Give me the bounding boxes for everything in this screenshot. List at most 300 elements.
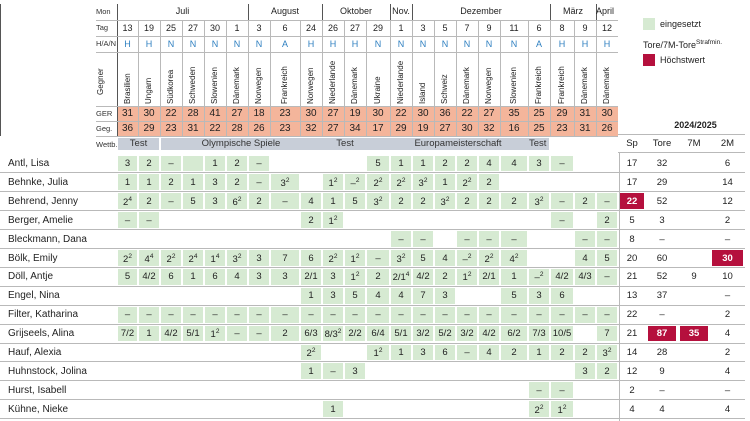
summary-value: 21 (626, 328, 638, 340)
value-main: – (124, 214, 131, 226)
summary-value: 2 (629, 384, 635, 396)
game-stat (301, 367, 321, 377)
game-stat (118, 329, 137, 339)
game-stat (227, 310, 247, 320)
value-main: 1 (124, 176, 131, 188)
score-opponent: 32 (483, 123, 495, 134)
game-stat (529, 329, 549, 339)
value-superscript: 2 (539, 195, 544, 203)
game-stat (529, 159, 549, 169)
value-main: 2 (534, 404, 540, 416)
opponent-name: Schweiz (440, 74, 449, 104)
score-opponent: 28 (231, 123, 243, 134)
player-name: Antl, Lisa (8, 158, 50, 169)
game-day: 6 (282, 23, 288, 33)
column-line (344, 20, 345, 136)
score-opponent: 27 (439, 123, 451, 134)
game-stat (161, 329, 181, 339)
value-main: 7/2 (120, 328, 135, 340)
game-stat (118, 178, 137, 188)
header-row-line (96, 136, 618, 137)
score-opponent: 16 (508, 123, 520, 134)
game-stat (139, 216, 159, 226)
value-main: 3 (212, 176, 218, 188)
value-main: 1 (462, 272, 468, 284)
value-main: – (462, 253, 468, 265)
game-stat (435, 329, 455, 339)
summary-header: 2M (720, 138, 735, 149)
column-line (390, 20, 391, 136)
value-main: 6 (232, 196, 238, 208)
player-name: Bleckmann, Dana (8, 233, 87, 245)
opponent-name: Island (418, 82, 427, 104)
game-stat (529, 310, 549, 320)
game-stat (597, 235, 617, 245)
game-stat (479, 272, 499, 282)
value-main: – (464, 347, 470, 358)
value-main: 1 (146, 176, 152, 188)
value-main: 2 (146, 195, 152, 207)
game-stat (457, 310, 477, 320)
month-label: März (563, 6, 583, 16)
value-main: 1 (328, 215, 334, 227)
value-superscript: 2 (285, 176, 290, 184)
player-name: Behrend, Jenny (8, 195, 79, 207)
game-stat (575, 197, 595, 207)
value-main: 5 (511, 290, 517, 302)
game-venue: N (397, 39, 405, 49)
game-stat (479, 178, 499, 188)
game-stat (479, 348, 499, 358)
game-stat (367, 159, 389, 169)
value-main: 2 (168, 176, 174, 188)
value-main: 2 (146, 158, 152, 169)
value-superscript: 2 (607, 347, 612, 354)
game-stat (597, 348, 617, 359)
value-main: 2 (234, 158, 240, 169)
game-stat (597, 310, 617, 320)
opponent-name: Slowenien (509, 67, 518, 104)
value-main: 2 (328, 253, 334, 265)
value-main: 3 (330, 290, 336, 302)
game-stat (413, 235, 433, 245)
game-stat (249, 254, 269, 264)
value-main: – (559, 195, 565, 207)
value-main: – (256, 309, 262, 321)
game-stat (271, 272, 299, 282)
summary-value: 13 (626, 290, 638, 302)
game-day: 12 (601, 23, 612, 33)
game-stat (435, 254, 455, 264)
game-stat (345, 254, 365, 265)
game-stat (575, 254, 595, 264)
value-main: – (375, 252, 381, 264)
game-stat (529, 405, 549, 416)
score-ger: 31 (121, 108, 134, 119)
game-stat (323, 367, 343, 377)
score-opponent: 30 (461, 123, 473, 134)
value-main: 1 (350, 272, 356, 284)
value-main: – (146, 214, 152, 226)
game-stat (479, 197, 499, 207)
value-superscript: 2 (467, 252, 472, 260)
value-superscript: 2 (355, 271, 360, 279)
game-stat (205, 254, 225, 265)
value-main: 2 (486, 195, 492, 207)
value-main: 4 (398, 290, 404, 302)
game-stat (139, 178, 159, 188)
value-main: – (534, 272, 540, 284)
game-stat (391, 254, 411, 265)
legend-goals-label (643, 40, 722, 50)
game-stat (551, 405, 573, 416)
game-stat (551, 348, 573, 358)
score-opponent: 17 (372, 123, 384, 134)
game-stat (227, 329, 247, 339)
summary-value: 30 (722, 252, 733, 264)
summary-value: 3 (659, 214, 665, 226)
score-opponent: 36 (121, 123, 134, 134)
value-superscript: 2 (333, 176, 338, 184)
game-stat (435, 310, 455, 320)
game-stat (529, 272, 549, 283)
value-main: – (398, 309, 404, 321)
game-venue: H (124, 39, 131, 49)
score-opponent: 31 (579, 123, 591, 134)
value-main: – (464, 309, 470, 321)
game-stat (323, 272, 343, 282)
game-stat (529, 348, 549, 358)
game-stat (139, 254, 159, 265)
header-row-line (96, 20, 618, 21)
game-stat (391, 178, 411, 189)
value-main: 7 (420, 290, 426, 302)
game-stat (391, 329, 411, 339)
opponent-name: Schweden (188, 66, 197, 104)
score-ger: 30 (417, 108, 429, 119)
value-main: 2/1 (482, 271, 496, 283)
game-day: 9 (486, 23, 492, 33)
value-superscript: 2 (378, 176, 383, 184)
value-main: 8/3 (324, 329, 338, 341)
game-stat (323, 310, 343, 320)
summary-value: 35 (688, 328, 700, 340)
value-main: 10/5 (552, 328, 572, 340)
game-stat (205, 329, 225, 340)
game-venue: H (581, 39, 589, 49)
summary-value: 9 (659, 365, 665, 377)
value-superscript: 2 (171, 252, 176, 260)
game-stat (161, 159, 181, 169)
game-stat (345, 197, 365, 207)
month-label: April (596, 6, 615, 16)
value-main: – (486, 309, 492, 321)
player-name: Hurst, Isabell (8, 384, 67, 396)
value-main: 3 (536, 290, 542, 302)
value-main: 2 (123, 253, 129, 265)
value-superscript: 4 (193, 252, 198, 260)
value-main: – (256, 328, 262, 340)
game-venue: H (307, 39, 315, 49)
month-label: Juli (175, 6, 190, 16)
value-main: 2 (511, 195, 517, 207)
summary-value: 12 (626, 365, 638, 377)
value-main: – (604, 309, 610, 321)
game-stat (183, 178, 203, 188)
game-stat (301, 272, 321, 282)
value-main: 4/2 (555, 271, 569, 283)
game-stat (249, 310, 269, 320)
season-label: 2024/2025 (674, 120, 717, 130)
game-stat (367, 272, 389, 282)
opponent-name: Dänemark (350, 67, 359, 104)
game-stat (118, 310, 137, 320)
game-stat (323, 216, 343, 227)
summary-value: 28 (656, 347, 668, 358)
summary-value: 87 (656, 328, 668, 340)
legend-goals-text: Tore/7M-Tore (643, 40, 697, 50)
summary-value: 10 (722, 271, 733, 283)
summary-value: – (724, 233, 731, 245)
game-stat (249, 329, 269, 339)
value-main: 4 (375, 290, 381, 302)
game-stat (323, 291, 343, 301)
value-main: – (146, 309, 152, 321)
summary-value: 21 (626, 271, 638, 283)
competition-band: Test (118, 138, 159, 150)
value-main: 2 (256, 195, 262, 207)
value-main: 1 (328, 177, 334, 189)
value-main: 4/2 (142, 271, 156, 283)
score-ger: 27 (231, 108, 243, 119)
summary-line (618, 134, 745, 135)
score-ger: 30 (305, 108, 317, 119)
player-name: Döll, Antje (8, 271, 54, 283)
player-name: Filter, Katharina (8, 309, 79, 321)
summary-value: 2 (724, 309, 731, 321)
value-main: – (559, 214, 565, 226)
game-stat (301, 216, 321, 226)
score-opponent: 25 (533, 123, 545, 134)
value-main: 5 (420, 252, 426, 264)
value-main: 2 (282, 328, 288, 340)
header-row-line (96, 121, 618, 122)
game-stat (597, 272, 617, 282)
value-main: 6/3 (304, 328, 318, 340)
value-superscript: 2 (423, 176, 428, 184)
game-stat (205, 272, 225, 282)
game-stat (551, 159, 573, 169)
summary-value: 12 (722, 195, 733, 207)
game-day: 26 (327, 23, 338, 33)
value-main: 3 (582, 365, 588, 377)
game-day: 30 (209, 23, 220, 33)
value-main: 2 (511, 347, 517, 358)
value-main: 5 (375, 158, 381, 169)
value-main: 1 (210, 329, 216, 341)
value-superscript: 2 (311, 347, 316, 354)
game-stat (501, 310, 527, 320)
opponent-name: Frankreich (280, 66, 289, 104)
value-main: 3 (256, 252, 262, 264)
competition-band: Test (301, 138, 389, 150)
game-stat (367, 348, 389, 359)
game-stat (391, 272, 411, 283)
value-main: 2 (398, 195, 404, 207)
summary-value: 2 (724, 347, 731, 358)
month-divider (0, 4, 1, 136)
value-main: 3 (602, 348, 608, 359)
game-stat (391, 235, 411, 245)
value-main: 2 (462, 177, 468, 189)
value-main: 6 (168, 271, 174, 283)
player-name: Kühne, Nieke (8, 403, 69, 415)
value-main: 1 (511, 271, 517, 283)
value-main: 4 (234, 271, 240, 283)
score-opponent: 31 (187, 123, 199, 134)
value-main: – (168, 158, 174, 169)
game-stat (413, 310, 433, 320)
summary-line (618, 152, 745, 153)
value-main: 2 (582, 195, 588, 207)
opponent-name: Dänemark (462, 67, 471, 104)
summary-value: 4 (724, 403, 731, 415)
value-superscript: 2 (539, 403, 544, 411)
value-main: 4 (582, 252, 588, 264)
game-stat (249, 272, 269, 282)
value-main: 2 (396, 177, 402, 189)
score-opponent: 23 (556, 123, 568, 134)
score-opponent: 29 (143, 123, 155, 134)
opponent-name: Brasilien (122, 73, 132, 104)
game-day: 27 (349, 23, 360, 33)
value-main: 3 (418, 177, 424, 189)
value-main: – (168, 195, 174, 207)
value-main: – (256, 158, 262, 169)
game-day: 19 (143, 23, 154, 33)
value-main: 1 (398, 158, 404, 169)
value-main: 1 (146, 328, 152, 340)
game-stat (413, 178, 433, 189)
value-main: – (486, 233, 492, 245)
game-stat (323, 329, 343, 340)
value-main: 5 (604, 252, 610, 264)
game-stat (551, 272, 573, 282)
game-stat (501, 235, 527, 245)
game-stat (161, 310, 181, 320)
game-stat (345, 310, 365, 320)
value-main: 3 (373, 196, 379, 208)
game-day: 5 (442, 23, 448, 33)
score-ger: 30 (372, 108, 384, 119)
value-main: 6 (308, 252, 314, 264)
value-main: 2 (604, 365, 610, 377)
row-label-ger: GER (96, 109, 113, 118)
score-ger: 27 (327, 108, 339, 119)
game-stat (391, 348, 411, 358)
value-main: 3/2 (416, 328, 430, 340)
value-main: 3 (280, 177, 286, 189)
summary-value: 5 (629, 214, 635, 226)
value-main: 5 (190, 195, 196, 207)
player-name: Behnke, Julia (8, 176, 69, 188)
value-main: 4/2 (416, 271, 430, 283)
game-venue: A (535, 39, 542, 49)
value-superscript: 4 (149, 252, 154, 260)
summary-value: 20 (626, 252, 638, 264)
player-name: Bölk, Emily (8, 252, 58, 264)
value-main: 3/2 (460, 328, 474, 340)
game-stat (391, 159, 411, 169)
value-main: 3 (396, 253, 402, 265)
game-stat (391, 197, 411, 207)
value-main: 1 (330, 403, 336, 415)
game-stat (529, 291, 549, 301)
row-label-tag: Tag (96, 23, 109, 32)
summary-value: 14 (722, 176, 733, 188)
column-line (204, 20, 205, 136)
game-stat (183, 272, 203, 282)
player-name: Berger, Amelie (8, 214, 74, 226)
game-stat (205, 310, 225, 320)
summary-value: – (659, 309, 665, 321)
game-stat (501, 348, 527, 358)
value-main: 2 (464, 195, 470, 207)
opponent-name: Niederlande (328, 60, 337, 104)
opponent-name: Norwegen (306, 67, 315, 104)
header-row-line (96, 106, 618, 107)
opponent-name: Ukraine (373, 76, 382, 104)
game-stat (435, 272, 455, 282)
game-venue: N (374, 39, 382, 49)
game-venue: A (281, 39, 288, 49)
game-stat (435, 291, 455, 301)
value-main: 2/1 (392, 272, 406, 284)
value-main: – (559, 384, 565, 396)
score-ger: 19 (349, 108, 361, 119)
value-main: 1 (557, 404, 563, 416)
score-opponent: 34 (349, 123, 361, 134)
summary-value: 22 (626, 309, 638, 321)
value-main: 2 (464, 158, 470, 169)
opponent-name: Norwegen (484, 67, 493, 104)
value-superscript: 2 (401, 176, 406, 184)
game-stat (413, 348, 433, 358)
value-main: – (124, 309, 131, 321)
game-stat (323, 254, 343, 265)
game-stat (501, 329, 527, 339)
score-opponent: 32 (305, 123, 317, 134)
summary-value: 4 (724, 365, 731, 377)
game-stat (345, 272, 365, 283)
game-day: 24 (305, 23, 316, 33)
game-stat (457, 272, 477, 283)
value-superscript: 2 (333, 252, 338, 260)
summary-value: 52 (656, 195, 668, 207)
score-opponent: 23 (279, 123, 291, 134)
value-main: 3 (442, 290, 448, 302)
competition-band: Europameisterschaft (367, 138, 549, 150)
value-main: – (536, 309, 542, 321)
opponent-name: Ungarn (144, 77, 153, 104)
column-line (528, 20, 529, 136)
score-opponent: 22 (209, 123, 221, 134)
game-day: 6 (536, 23, 542, 33)
game-stat (301, 254, 321, 264)
game-stat (479, 329, 499, 339)
game-stat (529, 386, 549, 396)
value-main: – (464, 233, 470, 245)
